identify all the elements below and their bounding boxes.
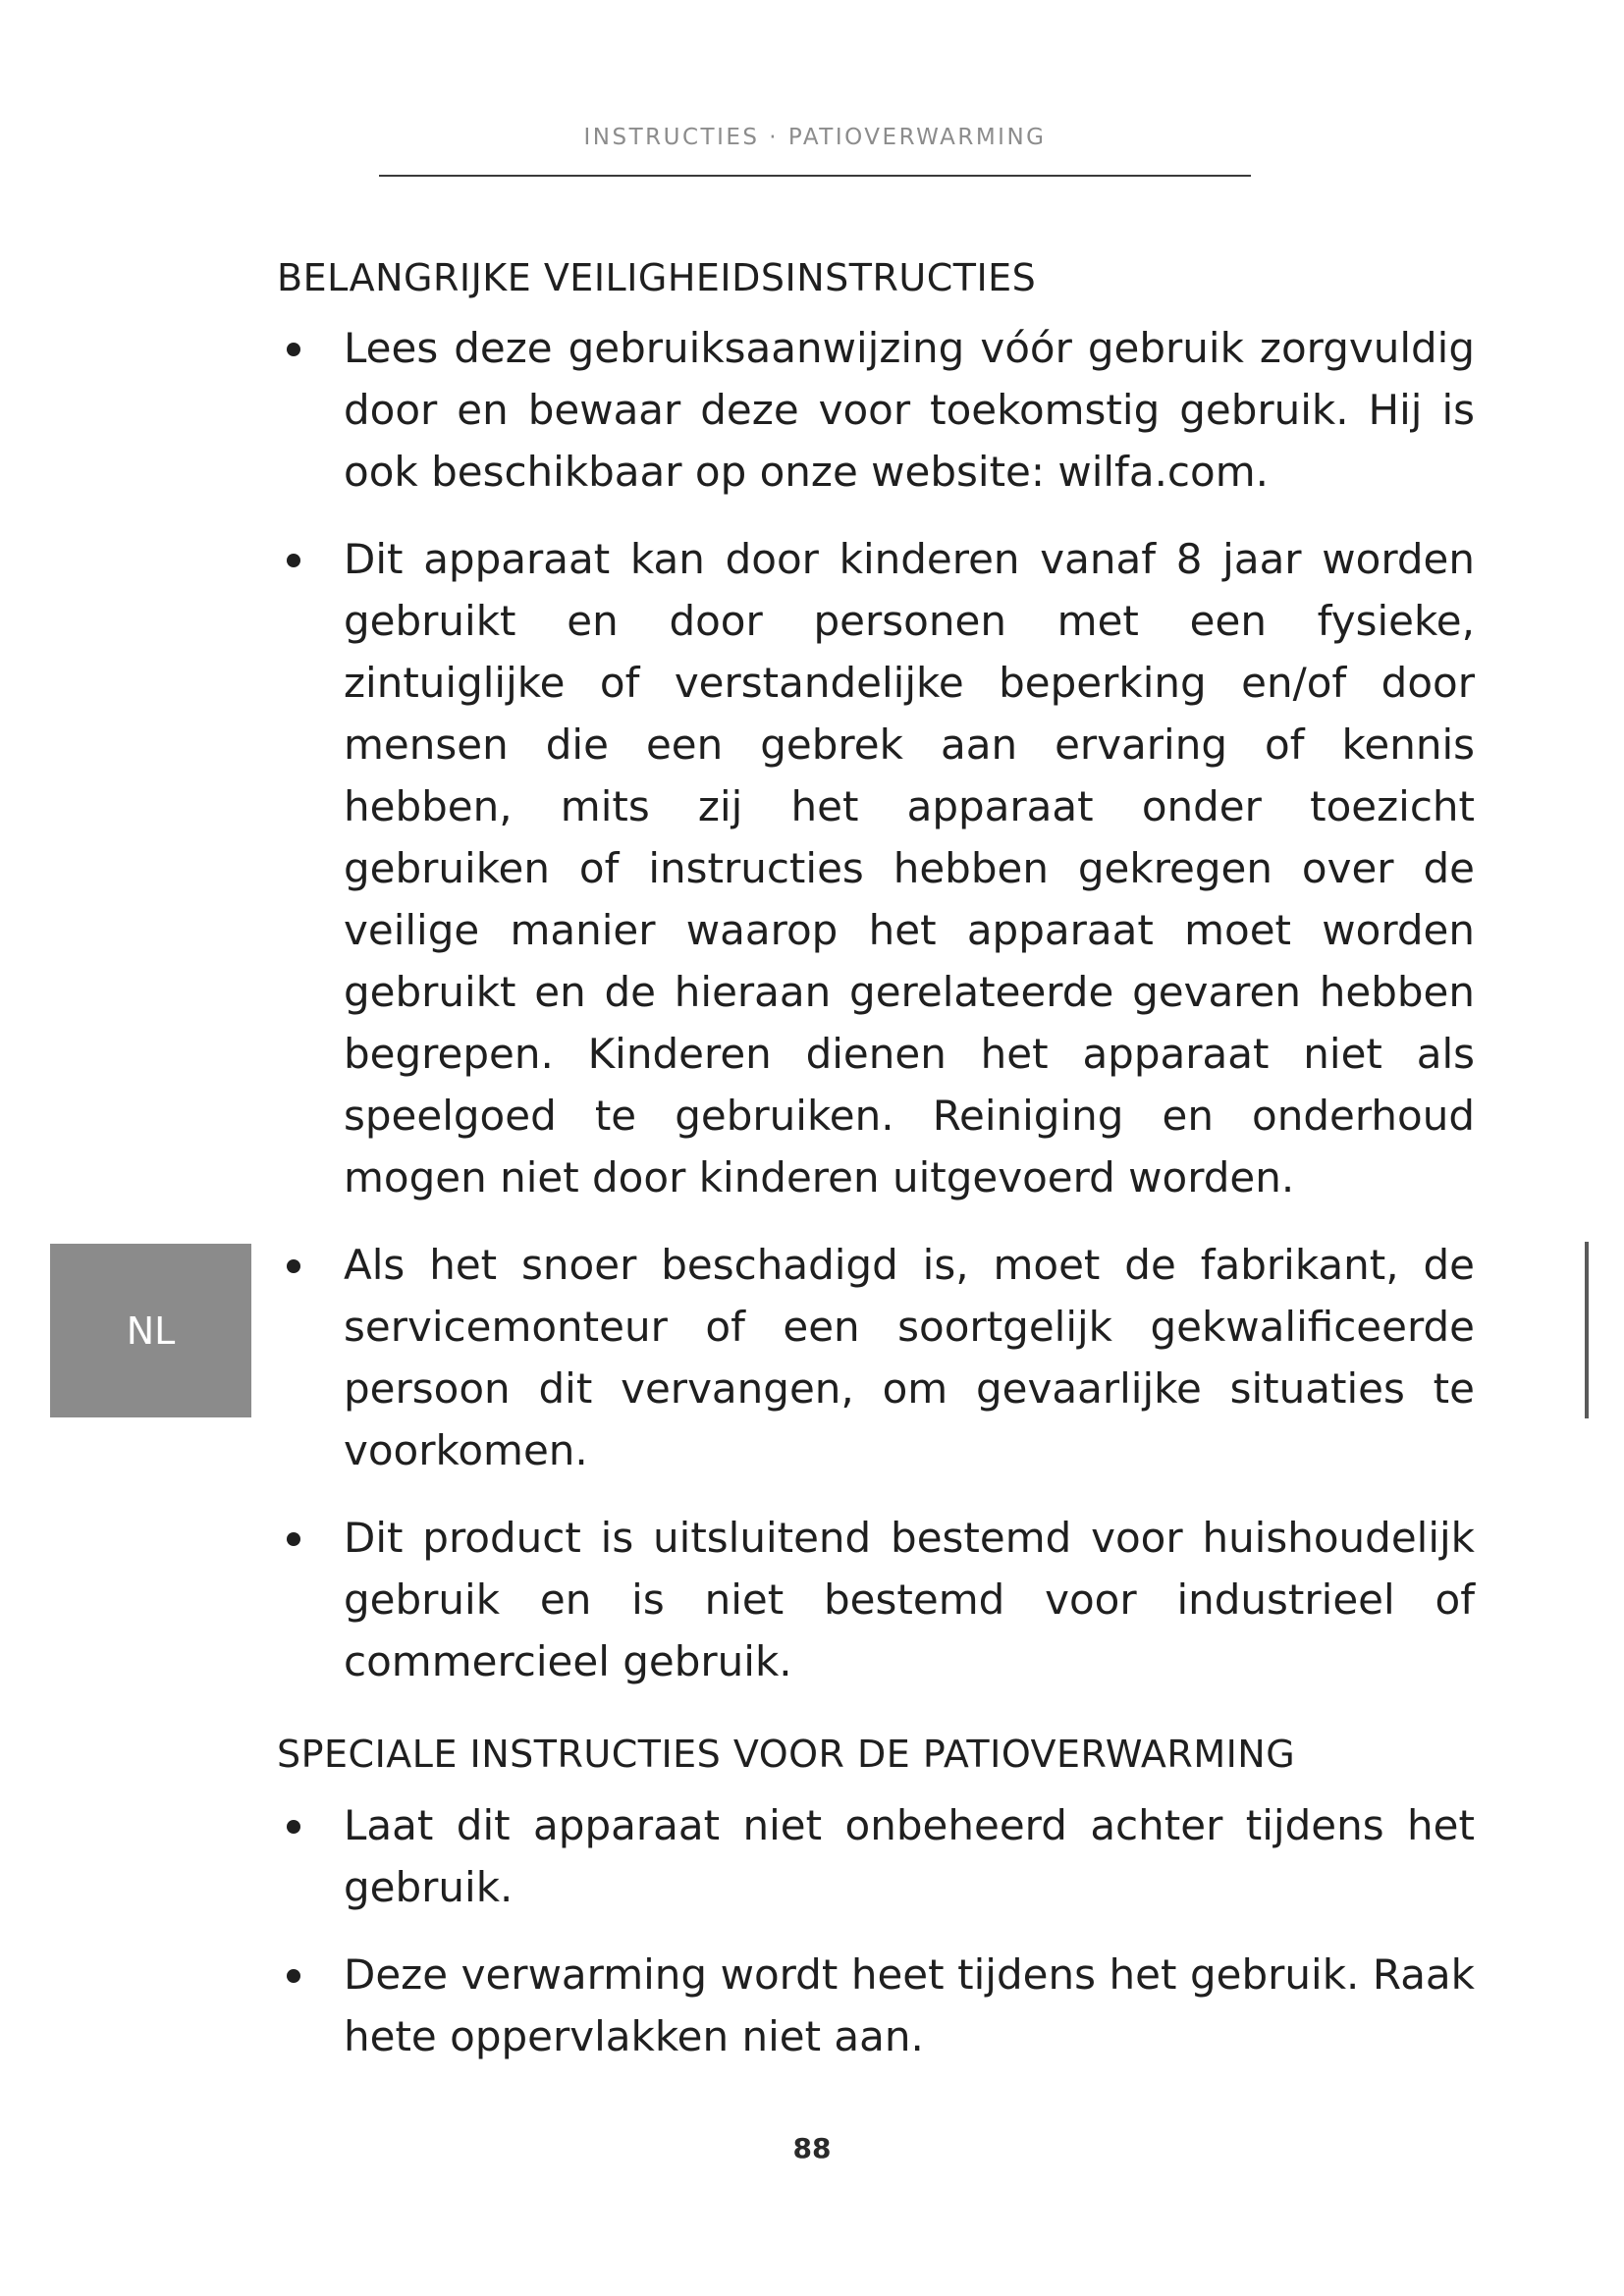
list-item-text: Laat dit apparaat niet onbeheerd achter tijdens het gebruik.: [344, 1800, 1475, 1911]
page-edge-marker: [1585, 1242, 1589, 1418]
language-tab: [50, 1244, 251, 1417]
list-item: [277, 1794, 1475, 1918]
bullet-icon: [287, 1532, 300, 1546]
list-item-text: Dit apparaat kan door kinderen vanaf 8 jaar worden gebruikt en door personen met een fysieke, zintuiglijke of verstandelijke beperking en/of door mensen die een gebrek aan ervaring of kennis hebben, mits zij het apparaat onder toezicht gebruiken of instructies hebben gekregen over de veilige manier waarop het apparaat moet worden gebruikt en de hieraan gerelateerde gevaren hebben begrepen. Kinderen dienen het apparaat niet als speelgoed te gebruiken. Reiniging en onderhoud mogen niet door kinderen uitgevoerd worden.: [344, 535, 1475, 1202]
list-item: [277, 528, 1475, 1208]
page-content: [277, 253, 1475, 2093]
header-divider: [379, 175, 1251, 177]
list-item-text: Dit product is uitsluitend bestemd voor huishoudelijk gebruik en is niet bestemd voor industrieel of commercieel gebruik.: [344, 1514, 1475, 1686]
list-item-text: Lees deze gebruiksaanwijzing vóór gebruik zorgvuldig door en bewaar deze voor toekomstig gebruik. Hij is ook beschikbaar op onze website: wilfa.com.: [344, 324, 1475, 497]
bullet-icon: [287, 1969, 300, 1983]
bullet-icon: [287, 554, 300, 567]
list-item: [277, 1507, 1475, 1692]
patio-heater-instructions-list: [277, 1794, 1475, 2067]
running-header: INSTRUCTIES · PATIOVERWARMING: [583, 125, 1047, 150]
section-heading-patio-heater: SPECIALE INSTRUCTIES VOOR DE PATIOVERWARMING: [277, 1733, 1296, 1777]
list-item: [277, 317, 1475, 503]
list-item: [277, 1944, 1475, 2067]
list-item-text: Deze verwarming wordt heet tijdens het gebruik. Raak hete oppervlakken niet aan.: [344, 1949, 1475, 2060]
language-tab-label: NL: [126, 1308, 176, 1353]
bullet-icon: [287, 1820, 300, 1834]
safety-instructions-list: [277, 317, 1475, 1692]
section-heading-safety: BELANGRIJKE VEILIGHEIDSINSTRUCTIES: [277, 256, 1037, 299]
bullet-icon: [287, 1259, 300, 1273]
page-number: 88: [792, 2132, 832, 2164]
list-item-text: Als het snoer beschadigd is, moet de fabrikant, de servicemonteur of een soortgelijk gekwalificeerde persoon dit vervangen, om gevaarlijke situaties te voorkomen.: [344, 1241, 1475, 1475]
bullet-icon: [287, 343, 300, 356]
list-item: [277, 1234, 1475, 1481]
